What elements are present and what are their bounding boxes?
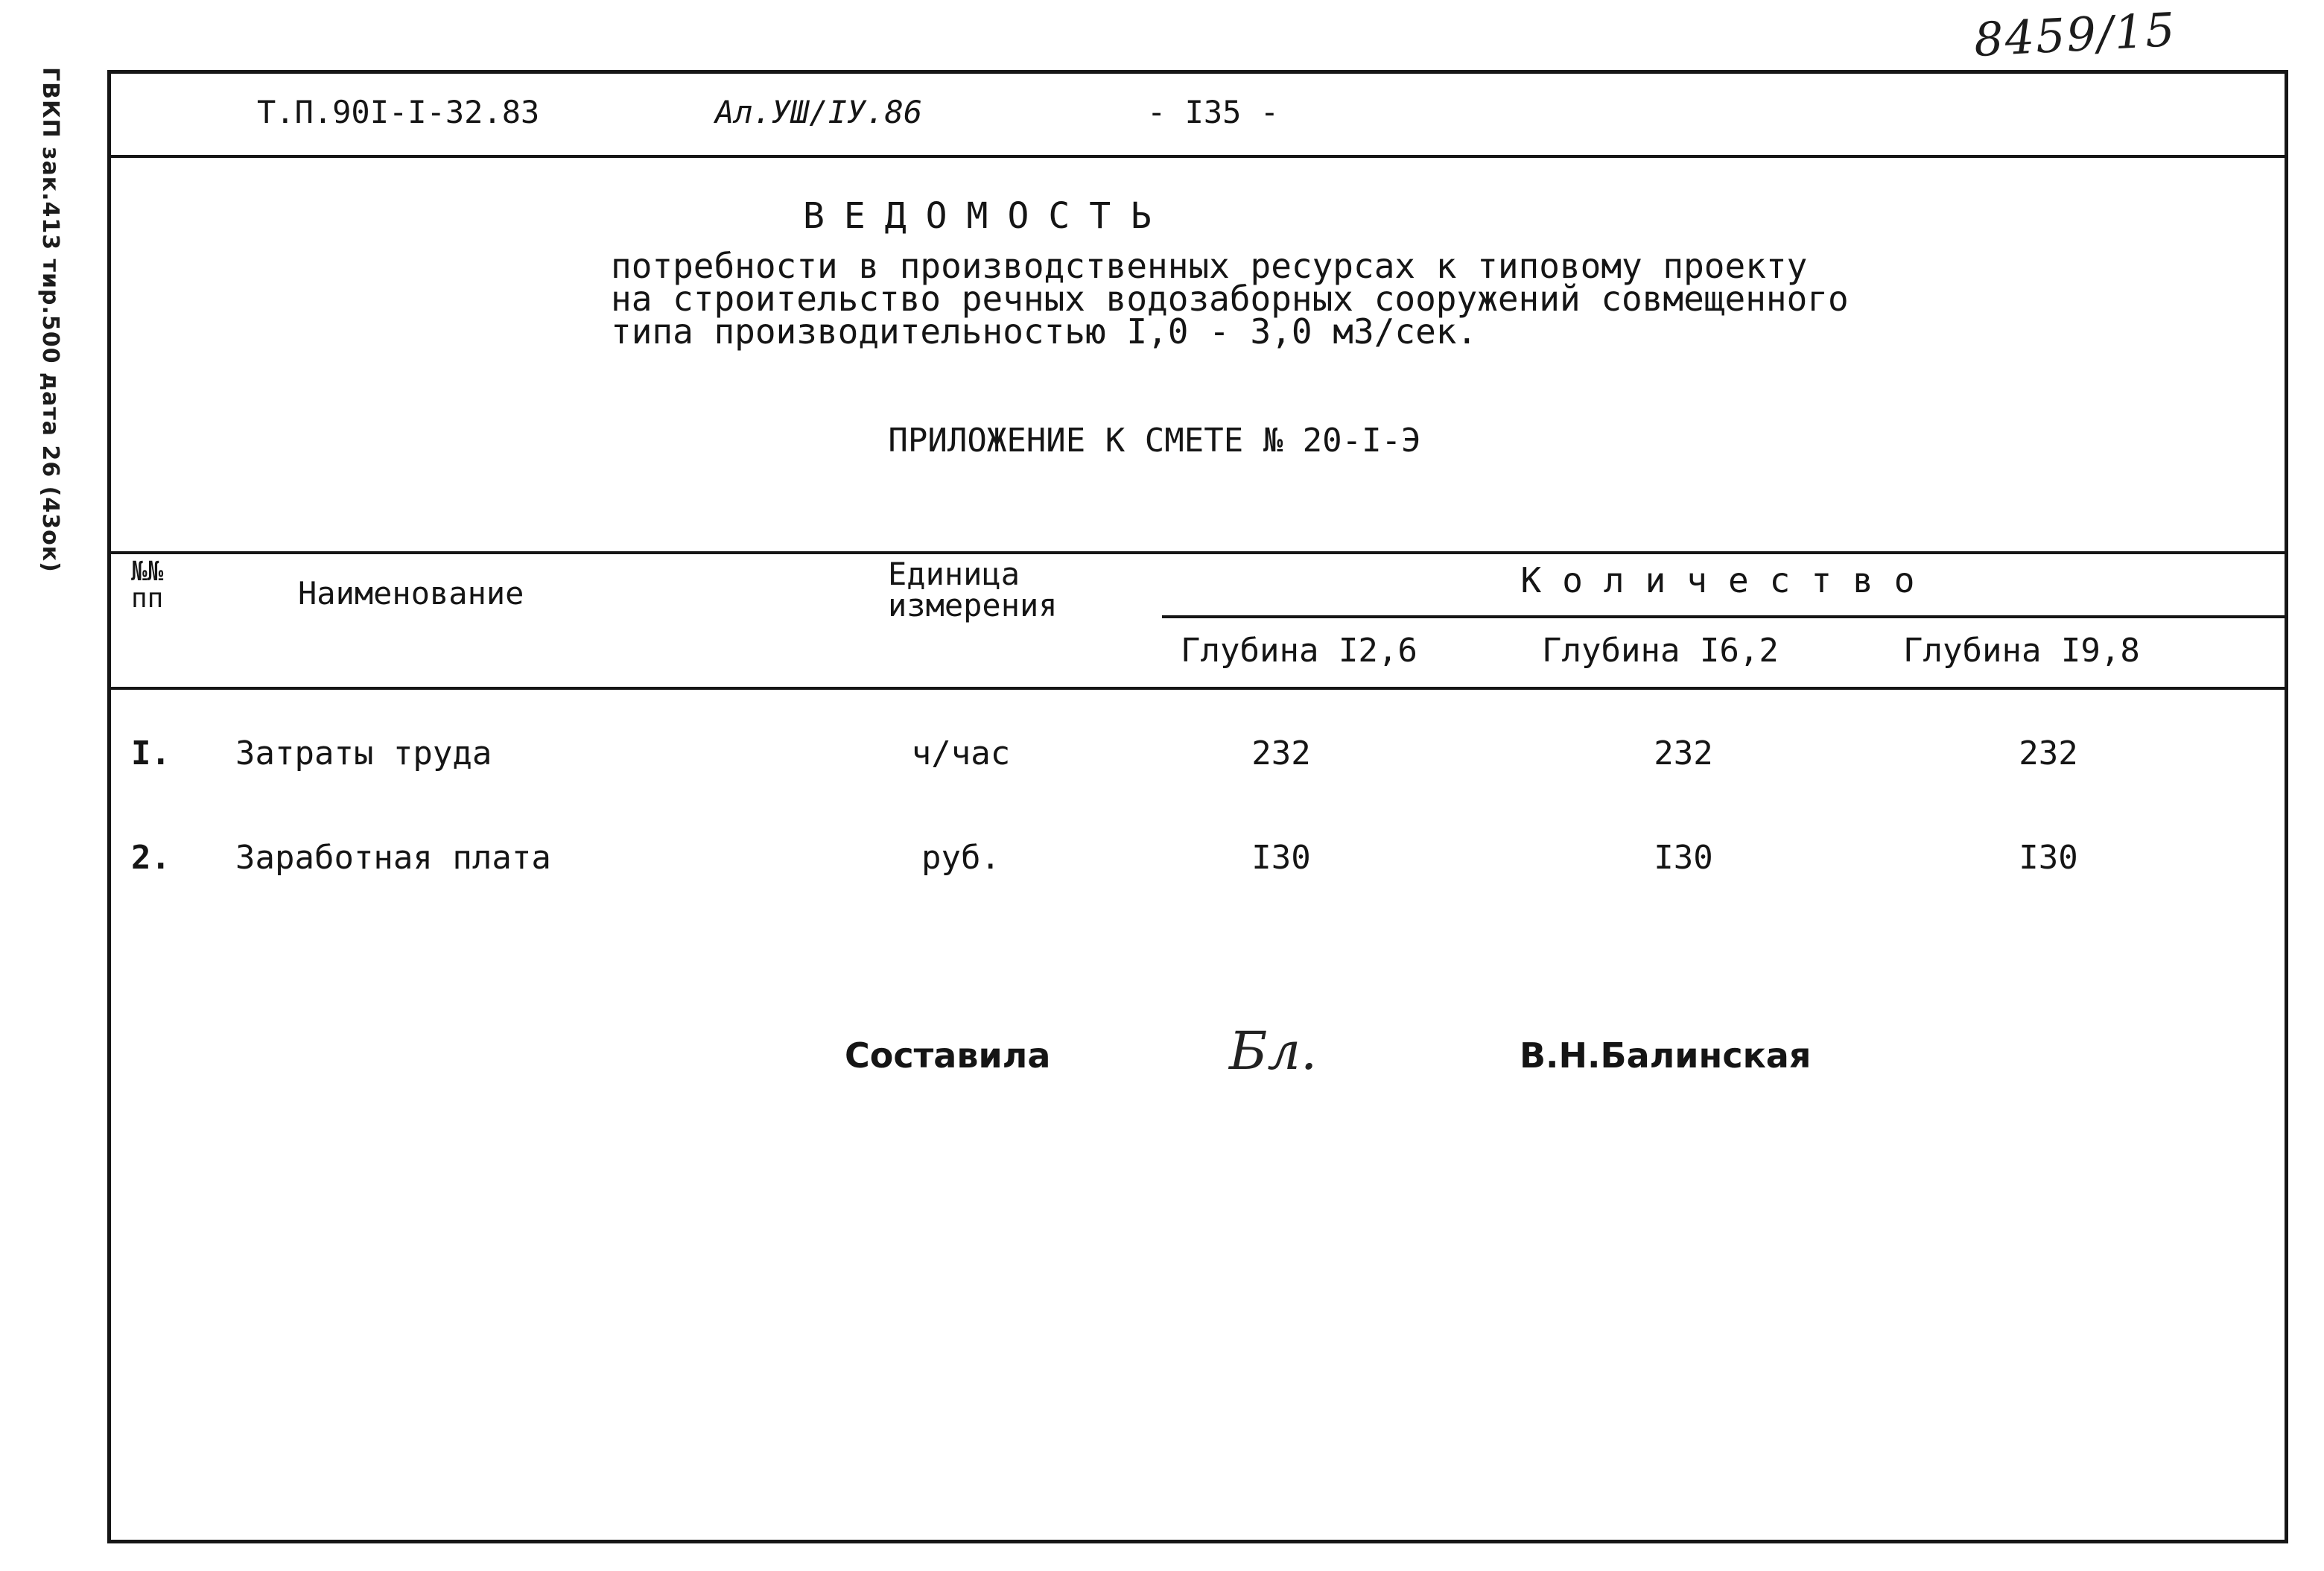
album-number: Ал.УШ/IУ.86 (715, 94, 923, 130)
column-header-quantity: Количество (1520, 560, 1936, 600)
row-1-number: I. (131, 734, 171, 772)
row-2-value-depth-1: I30 (1251, 839, 1311, 877)
subtitle-line-2: на строительство речных водозаборных сооружений совмещенного (611, 279, 1849, 319)
row-2-number: 2. (131, 839, 171, 877)
column-header-depth-3: Глубина I9,8 (1903, 632, 2140, 670)
header-divider (107, 155, 2288, 158)
row-1-unit: ч/час (911, 734, 1011, 772)
row-2-name: Заработная плата (235, 839, 551, 877)
page-number: - I35 - (1147, 94, 1280, 130)
subtitle-line-3: типа производительностью I,0 - 3,0 м3/сек. (611, 311, 1478, 352)
quantity-divider (1162, 615, 2288, 618)
column-header-unit: Единица измерения (888, 556, 1058, 623)
document-title: ВЕДОМОСТЬ (802, 195, 1172, 237)
row-1-name: Затраты труда (235, 734, 492, 772)
row-1-value-depth-2: 232 (1654, 734, 1713, 772)
handwritten-signature: Бл. (1229, 1021, 1318, 1082)
document-code: Т.П.90I-I-32.83 (257, 94, 540, 130)
compiler-name: В.Н.Балинская (1520, 1035, 1812, 1076)
column-header-number: №№ пп (131, 556, 164, 614)
row-2-value-depth-2: I30 (1654, 839, 1713, 877)
row-1-value-depth-1: 232 (1251, 734, 1311, 772)
appendix-reference: ПРИЛОЖЕНИЕ К СМЕТЕ № 20-I-Э (888, 422, 1421, 460)
column-header-depth-1: Глубина I2,6 (1181, 632, 1417, 670)
archive-number: 8459/15 (1972, 1, 2178, 68)
column-header-depth-2: Глубина I6,2 (1542, 632, 1779, 670)
column-header-name: Наименование (298, 575, 524, 612)
row-2-unit: руб. (921, 839, 1000, 877)
compiled-by-label: Составила (845, 1035, 1051, 1076)
table-header-rule (107, 687, 2288, 690)
table-top-rule (107, 551, 2288, 554)
row-1-value-depth-3: 232 (2019, 734, 2078, 772)
subtitle-line-1: потребности в производственных ресурсах к типовому проекту (611, 246, 1808, 286)
row-2-value-depth-3: I30 (2019, 839, 2078, 877)
margin-stamp: ГВКП зак.413 тир.500 дата 26 (43ок) (37, 67, 63, 573)
